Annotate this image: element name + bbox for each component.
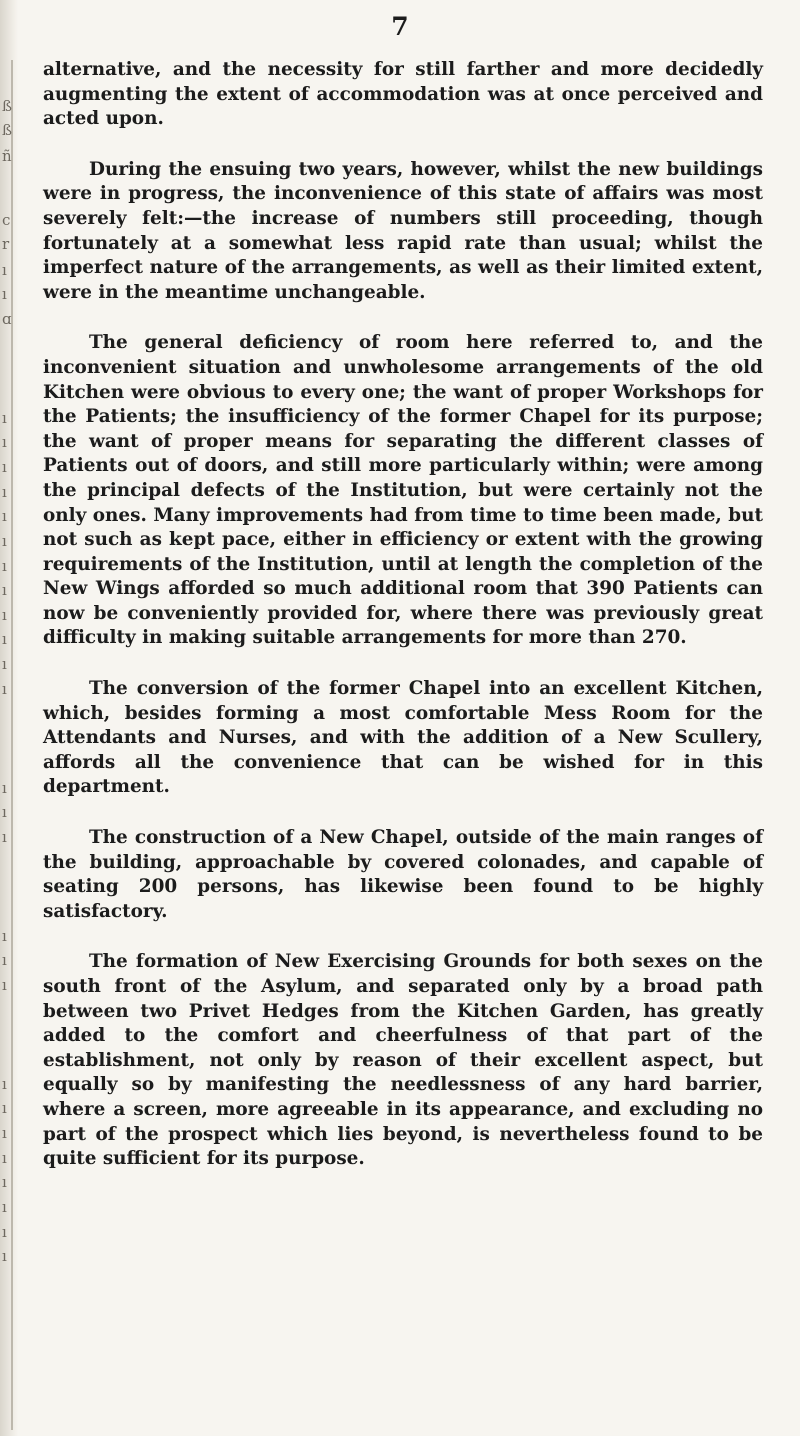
- paragraph-6: The formation of New Exercising Grounds for both sexes on the south front of the Asylum, and separated only by a broad path between two Privet Hedges from the Kitchen Garden, has greatly added to the comfort and cheerfulness of that part of the establishment, not only by reason of their excellent aspect, but equally so by manifesting the needlessness of any hard barrier, where a screen, more agreeable in its appearance, and excluding no part of the prospect which lies beyond, is nevertheless found to be quite sufficient for its purpose.: [43, 951, 763, 1170]
- binding-gutter: [0, 0, 18, 1436]
- body-text: [43, 58, 763, 1198]
- show-through-marks: ß ß ñ c r ı ı ɑ ı ı ı ı ı ı ı ı ı ı ı ı ı ı ı ı ı ı ı ı ı ı ı ı ı ı: [2, 97, 13, 1265]
- page-number: 7: [391, 12, 409, 41]
- paragraph-2: During the ensuing two years, however, whilst the new buildings were in progress, the inconvenience of this state of affairs was most severely felt:—the increase of numbers still proceeding, though fortunately at a somewhat less rapid rate than usual; whilst the imperfect nature of the arrangements, as well as their limited extent, were in the meantime unchangeable.: [43, 158, 763, 303]
- paragraph-1: alternative, and the necessity for still farther and more decidedly augmenting the extent of accommodation was at once perceived and acted upon.: [43, 59, 763, 130]
- paragraph-5: The construction of a New Chapel, outside of the main ranges of the building, approachable by covered colonades, and capable of seating 200 persons, has likewise been found to be highly satisfactory.: [43, 827, 763, 922]
- paragraph-4: The conversion of the former Chapel into an excellent Kitchen, which, besides forming a most comfortable Mess Room for the Attendants and Nurses, and with the addition of a New Scullery, affords all the convenience that can be wished for in this department.: [43, 678, 763, 798]
- paragraph-3: The general deficiency of room here referred to, and the inconvenient situation and unwholesome arrangements of the old Kitchen were obvious to every one; the want of proper Workshops for the Patients; the insufficiency of the former Chapel for its purpose; the want of proper means for separating the different classes of Patients out of doors, and still more particularly within; were among the principal defects of the Institution, but were certainly not the only ones. Many improvements had from time to time been made, but not such as kept pace, either in efficiency or extent with the growing requirements of the Institution, until at length the completion of the New Wings afforded so much additional room that 390 Patients can now be conveniently provided for, where there was previously great difficulty in making suitable arrangements for more than 270.: [43, 332, 763, 649]
